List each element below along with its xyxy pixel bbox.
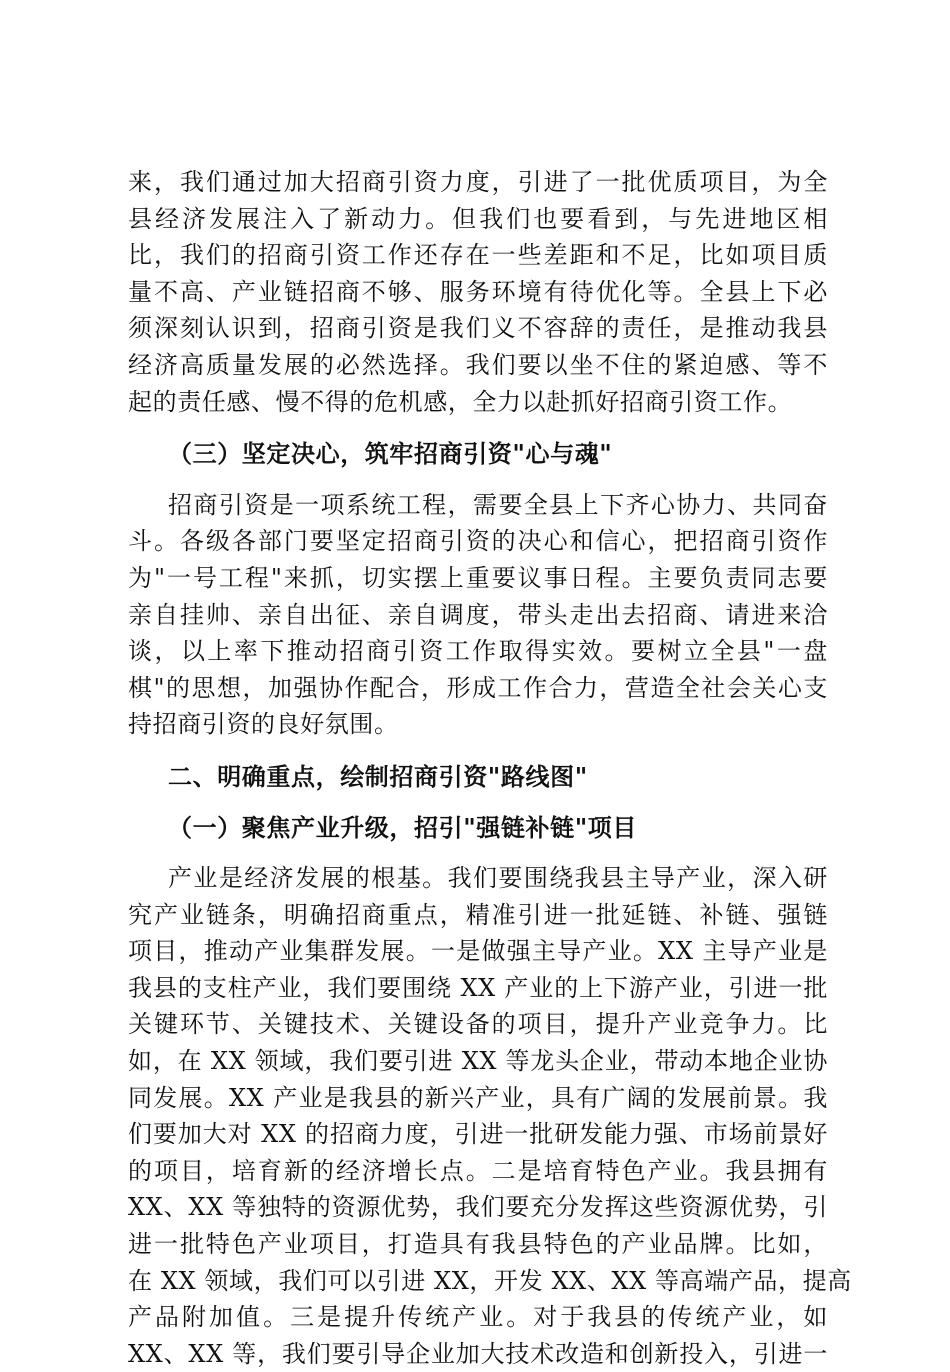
text-line: 比，我们的招商引资工作还存在一些差距和不足，比如项目质 xyxy=(128,241,828,270)
text-line: 产业是经济发展的根基。我们要围绕我县主导产业，深入研 xyxy=(168,864,828,893)
text-line: 们要加大对 XX 的招商力度，引进一批研发能力强、市场前景好 xyxy=(128,1120,828,1149)
text-line: 如，在 XX 领域，我们要引进 XX 等龙头企业，带动本地企业协 xyxy=(128,1047,828,1076)
text-line: 须深刻认识到，招商引资是我们义不容辞的责任，是推动我县 xyxy=(128,314,828,343)
section-heading-2: 二、明确重点，绘制招商引资"路线图" xyxy=(168,761,588,791)
text-line: 谈，以上率下推动招商引资工作取得实效。要树立全县"一盘 xyxy=(128,637,828,666)
text-line: 在 XX 领域，我们可以引进 XX，开发 XX、XX 等高端产品，提高 xyxy=(128,1266,852,1295)
paragraph-1 xyxy=(128,164,828,420)
text-line: 斗。各级各部门要坚定招商引资的决心和信心，把招商引资作 xyxy=(128,527,828,556)
text-line: XX、XX 等，我们要引导企业加大技术改造和创新投入，引进一 xyxy=(128,1339,828,1368)
text-line: 量不高、产业链招商不够、服务环境有待优化等。全县上下必 xyxy=(128,277,828,306)
paragraph-2 xyxy=(128,487,828,743)
text-line: 项目，推动产业集群发展。一是做强主导产业。XX 主导产业是 xyxy=(128,937,828,966)
text-line: 起的责任感、慢不得的危机感，全力以赴抓好招商引资工作。 xyxy=(128,387,793,416)
section-heading-3-3: （三）坚定决心，筑牢招商引资"心与魂" xyxy=(168,439,613,469)
text-line: 持招商引资的良好氛围。 xyxy=(128,710,399,739)
text-line: XX、XX 等独特的资源优势，我们要充分发挥这些资源优势，引 xyxy=(128,1193,828,1222)
text-line: 棋"的思想，加强协作配合，形成工作合力，营造全社会关心支 xyxy=(128,673,828,702)
text-line: 进一批特色产业项目，打造具有我县特色的产业品牌。比如， xyxy=(128,1230,828,1259)
text-line: 产品附加值。三是提升传统产业。对于我县的传统产业，如 xyxy=(128,1303,828,1332)
text-line: 同发展。XX 产业是我县的新兴产业，具有广阔的发展前景。我 xyxy=(128,1083,828,1112)
text-line: 县经济发展注入了新动力。但我们也要看到，与先进地区相 xyxy=(128,204,828,233)
section-heading-2-1: （一）聚焦产业升级，招引"强链补链"项目 xyxy=(168,812,638,842)
document-body xyxy=(128,164,852,1372)
text-line: 亲自挂帅、亲自出征、亲自调度，带头走出去招商、请进来洽 xyxy=(128,600,828,629)
text-line: 经济高质量发展的必然选择。我们要以坐不住的紧迫感、等不 xyxy=(128,350,828,379)
text-line: 来，我们通过加大招商引资力度，引进了一批优质项目，为全 xyxy=(128,168,828,196)
text-line: 招商引资是一项系统工程，需要全县上下齐心协力、共同奋 xyxy=(168,490,828,519)
text-line: 我县的支柱产业，我们要围绕 XX 产业的上下游产业，引进一批 xyxy=(128,973,828,1002)
text-line: 究产业链条，明确招商重点，精准引进一批延链、补链、强链 xyxy=(128,900,828,929)
text-line: 关键环节、关键技术、关键设备的项目，提升产业竞争力。比 xyxy=(128,1010,828,1039)
text-line: 的项目，培育新的经济增长点。二是培育特色产业。我县拥有 xyxy=(128,1156,828,1185)
text-line: 为"一号工程"来抓，切实摆上重要议事日程。主要负责同志要 xyxy=(128,563,828,592)
paragraph-3 xyxy=(128,860,852,1372)
